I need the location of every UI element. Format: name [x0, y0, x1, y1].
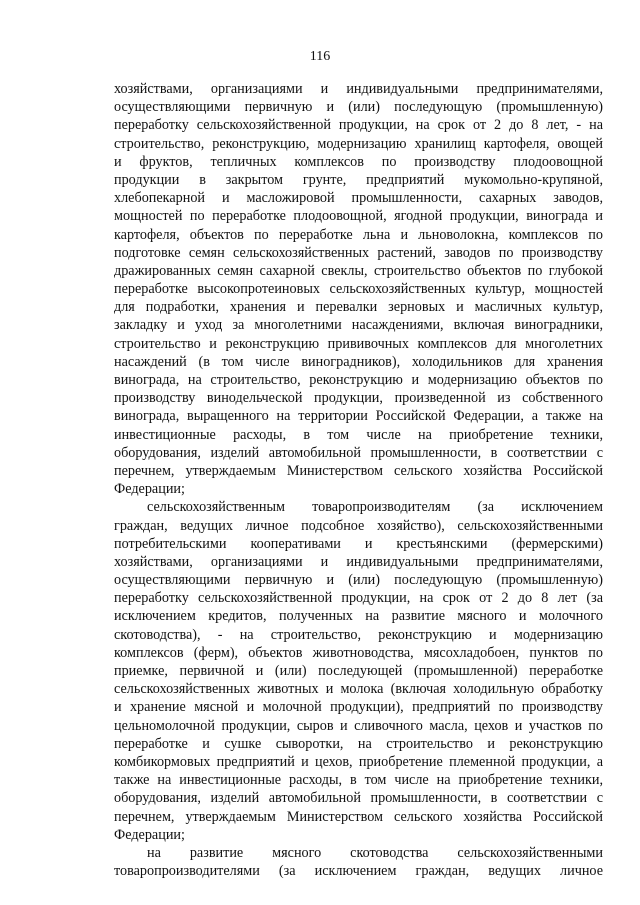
text-line: хозяйствами, организациями и индивидуальными предпринимателями,: [114, 553, 603, 570]
text-line: переработку сельскохозяйственной продукции, на срок от 2 до 8 лет, - на: [114, 117, 603, 134]
text-line: оборудования, изделий автомобильной промышленности, в соответствии с: [114, 444, 603, 461]
text-line: осуществляющими первичную и (или) последующую (промышленную): [114, 99, 603, 116]
text-line: на развитие мясного скотоводства сельскохозяйственными: [147, 844, 603, 861]
text-line: Федерации;: [114, 826, 185, 843]
text-line: граждан, ведущих личное подсобное хозяйство), сельскохозяйственными: [114, 517, 603, 534]
text-line: комплексов (ферм), объектов животноводства, мясохладобоен, пунктов по: [114, 644, 603, 661]
text-line: переработке высокопротеиновых сельскохозяйственных культур, мощностей: [114, 281, 603, 298]
text-line: сельскохозяйственным товаропроизводителям (за исключением: [147, 499, 603, 516]
text-line: переработку сельскохозяйственной продукции, на срок от 2 до 8 лет (за: [114, 590, 603, 607]
text-line: перечнем, утверждаемым Министерством сельского хозяйства Российской: [114, 462, 603, 479]
text-line: закладку и уход за многолетними насаждениями, включая виноградники,: [114, 317, 603, 334]
text-line: приемке, первичной и (или) последующей (промышленной) переработке: [114, 663, 603, 679]
text-line: продукции в закрытом грунте, предприятий мукомольно-крупяной,: [114, 171, 603, 188]
text-line: также на инвестиционные расходы, в том числе на приобретение техники,: [114, 772, 603, 789]
text-line: хозяйствами, организациями и индивидуальными предпринимателями,: [114, 81, 603, 97]
text-line: картофеля, объектов по переработке льна и льноволокна, комплексов по: [114, 226, 603, 243]
text-line: и фруктов, тепличных комплексов по производству плодоовощной: [114, 153, 603, 170]
text-line: комбикормовых предприятий и цехов, приобретение племенной продукции, а: [114, 753, 603, 770]
text-line: оборудования, изделий автомобильной промышленности, в соответствии с: [114, 790, 603, 807]
text-line: товаропроизводителями (за исключением граждан, ведущих личное: [114, 863, 603, 880]
text-line: для подработки, хранения и перевалки зерновых и масличных культур,: [114, 299, 603, 316]
document-body: [114, 80, 603, 880]
text-line: строительство, реконструкцию, модернизацию хранилищ картофеля, овощей: [114, 135, 603, 152]
text-line: сельскохозяйственных животных и молока (включая холодильную обработку: [114, 681, 603, 698]
text-line: и хранение мясной и молочной продукции), предприятий по производству: [114, 699, 603, 716]
text-line: инвестиционные расходы, в том числе на приобретение техники,: [114, 426, 603, 443]
text-line: Федерации;: [114, 481, 185, 498]
text-line: исключением кредитов, полученных на развитие мясного и молочного: [114, 608, 603, 625]
text-line: винограда, на строительство, реконструкцию и модернизацию объектов по: [114, 372, 603, 388]
text-line: хлебопекарной и масложировой промышленности, сахарных заводов,: [114, 190, 603, 207]
text-line: осуществляющими первичную и (или) последующую (промышленную): [114, 572, 603, 589]
text-line: переработке и сушке сыворотки, на строительство и реконструкцию: [114, 735, 603, 752]
text-line: строительство и реконструкцию прививочных комплексов для многолетних: [114, 335, 603, 352]
text-line: скотоводства), - на строительство, реконструкцию и модернизацию: [114, 626, 603, 643]
text-line: дражированных семян сахарной свеклы, строительство объектов по глубокой: [114, 262, 603, 279]
text-line: цельномолочной продукции, сыров и сливочного масла, цехов и участков по: [114, 717, 603, 734]
text-line: винограда, выращенного на территории Российской Федерации, а также на: [114, 408, 603, 425]
page-number: 116: [309, 49, 331, 64]
text-line: насаждений (в том числе виноградников), холодильников для хранения: [114, 353, 603, 370]
text-line: потребительскими кооперативами и крестьянскими (фермерскими): [114, 535, 603, 552]
text-line: подготовке семян сельскохозяйственных растений, заводов по производству: [114, 244, 603, 261]
text-line: производству винодельческой продукции, произведенной из собственного: [114, 390, 603, 407]
text-line: мощностей по переработке плодоовощной, ягодной продукции, винограда и: [114, 208, 603, 225]
text-line: перечнем, утверждаемым Министерством сельского хозяйства Российской: [114, 808, 603, 825]
